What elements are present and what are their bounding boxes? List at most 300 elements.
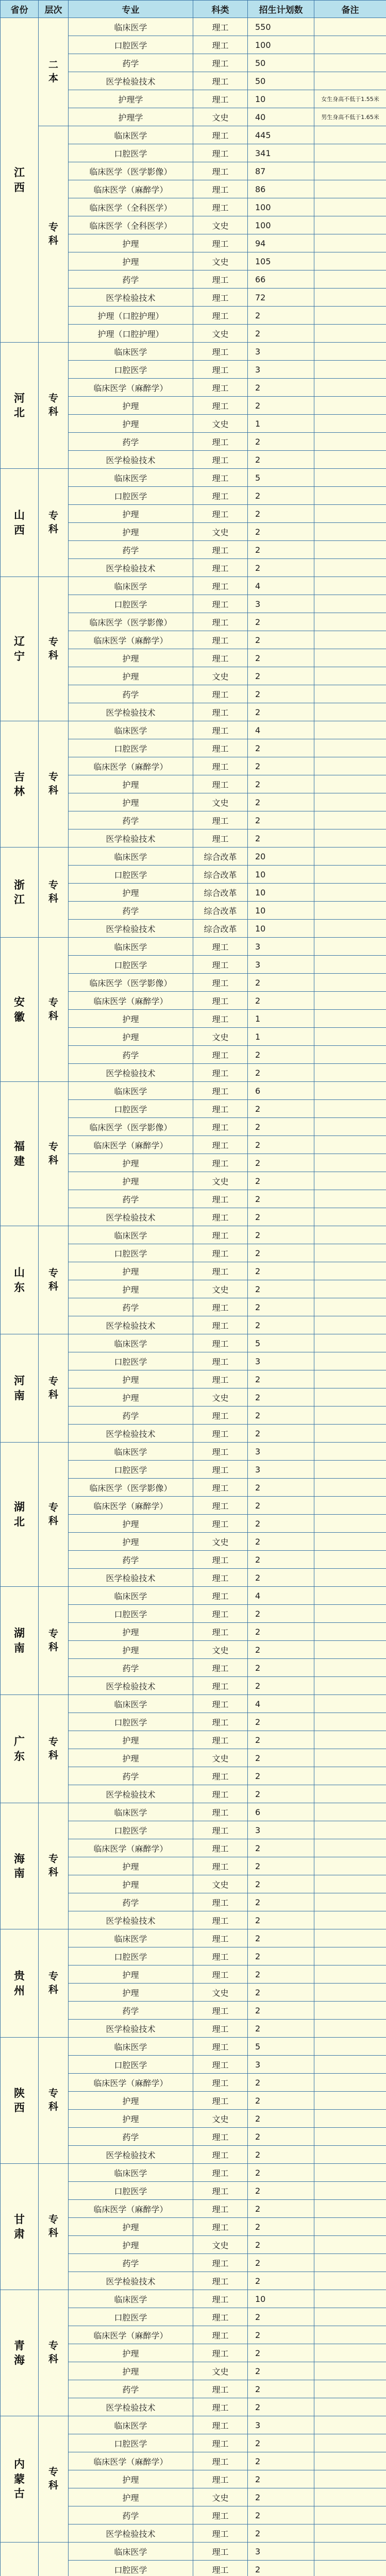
table-row	[1, 577, 386, 595]
major-cell: 口腔医学	[69, 36, 193, 54]
major-cell: 医学检验技术	[69, 2020, 193, 2038]
major-cell: 护理	[69, 2110, 193, 2128]
remark-cell	[314, 1136, 386, 1154]
table-row	[1, 721, 386, 739]
level-label: 专 科	[48, 1375, 58, 1400]
remark-cell	[314, 2200, 386, 2218]
province-label: 辽 宁	[14, 635, 25, 663]
province-cell	[1, 721, 39, 848]
major-cell: 口腔医学	[69, 2434, 193, 2452]
remark-cell	[314, 1605, 386, 1623]
quota-cell: 2	[248, 1172, 314, 1190]
major-cell: 医学检验技术	[69, 451, 193, 469]
quota-cell: 2	[248, 2362, 314, 2380]
category-cell: 理工	[193, 1929, 248, 1947]
major-cell: 护理	[69, 523, 193, 541]
major-cell: 临床医学	[69, 2416, 193, 2434]
province-label: 湖 北	[14, 1501, 25, 1528]
major-cell: 药学	[69, 1659, 193, 1677]
quota-cell: 445	[248, 126, 314, 144]
major-cell: 临床医学（麻醉学）	[69, 2452, 193, 2470]
category-cell: 理工	[193, 1298, 248, 1316]
category-cell: 理工	[193, 1821, 248, 1839]
major-cell: 临床医学	[69, 577, 193, 595]
remark-cell	[314, 1425, 386, 1443]
quota-cell: 2	[248, 2110, 314, 2128]
category-cell: 理工	[193, 577, 248, 595]
remark-cell	[314, 1947, 386, 1965]
category-cell: 理工	[193, 1911, 248, 1929]
major-cell: 药学	[69, 1551, 193, 1569]
remark-cell	[314, 1334, 386, 1352]
quota-cell: 2	[248, 703, 314, 721]
remark-cell	[314, 289, 386, 307]
remark-cell	[314, 2272, 386, 2290]
category-cell: 理工	[193, 1785, 248, 1803]
major-cell: 临床医学（医学影像）	[69, 613, 193, 631]
remark-cell	[314, 2434, 386, 2452]
quota-cell: 100	[248, 198, 314, 216]
category-cell: 理工	[193, 2344, 248, 2362]
major-cell: 临床医学	[69, 2164, 193, 2182]
quota-cell: 2	[248, 2561, 314, 2576]
remark-cell	[314, 829, 386, 848]
category-cell: 理工	[193, 180, 248, 198]
quota-cell: 1	[248, 415, 314, 433]
major-cell: 医学检验技术	[69, 1569, 193, 1587]
province-label: 江 西	[14, 166, 25, 194]
quota-cell: 2	[248, 505, 314, 523]
level-label: 二 本	[48, 59, 58, 84]
major-cell: 护理	[69, 1875, 193, 1893]
remark-cell	[314, 1028, 386, 1046]
quota-cell: 2	[248, 1388, 314, 1406]
category-cell: 理工	[193, 1064, 248, 1082]
category-cell: 理工	[193, 1713, 248, 1731]
major-cell: 护理	[69, 1857, 193, 1875]
category-cell: 理工	[193, 36, 248, 54]
level-label: 专 科	[48, 636, 58, 661]
category-cell: 综合改革	[193, 902, 248, 920]
category-cell: 理工	[193, 721, 248, 739]
category-cell: 理工	[193, 289, 248, 307]
remark-cell	[314, 2164, 386, 2182]
major-cell: 护理（口腔护理）	[69, 325, 193, 343]
remark-cell	[314, 974, 386, 992]
remark-cell	[314, 2506, 386, 2524]
major-cell: 临床医学	[69, 1695, 193, 1713]
category-cell: 理工	[193, 974, 248, 992]
major-cell: 口腔医学	[69, 2182, 193, 2200]
quota-cell: 2	[248, 2254, 314, 2272]
level-cell	[39, 2164, 69, 2290]
remark-cell	[314, 433, 386, 451]
quota-cell: 2	[248, 1749, 314, 1767]
major-cell: 药学	[69, 2128, 193, 2146]
major-cell: 护理	[69, 1028, 193, 1046]
quota-cell: 5	[248, 2038, 314, 2056]
remark-cell	[314, 1857, 386, 1875]
table-row	[1, 1443, 386, 1461]
major-cell: 口腔医学	[69, 2308, 193, 2326]
major-cell: 临床医学	[69, 469, 193, 487]
quota-cell: 2	[248, 2398, 314, 2416]
major-cell: 医学检验技术	[69, 2398, 193, 2416]
quota-cell: 2	[248, 775, 314, 793]
remark-cell	[314, 1767, 386, 1785]
quota-cell: 2	[248, 1479, 314, 1497]
remark-cell	[314, 2056, 386, 2074]
category-cell: 理工	[193, 2506, 248, 2524]
major-cell: 医学检验技术	[69, 829, 193, 848]
remark-cell	[314, 126, 386, 144]
category-cell: 理工	[193, 2524, 248, 2543]
level-label: 专 科	[48, 1267, 58, 1292]
category-cell: 理工	[193, 1947, 248, 1965]
table-row	[1, 2416, 386, 2434]
quota-cell: 4	[248, 1695, 314, 1713]
remark-cell	[314, 54, 386, 72]
quota-cell: 10	[248, 866, 314, 884]
major-cell: 口腔医学	[69, 595, 193, 613]
remark-cell	[314, 1010, 386, 1028]
category-cell: 文史	[193, 1388, 248, 1406]
table-row	[1, 2164, 386, 2182]
category-cell: 理工	[193, 2038, 248, 2056]
category-cell: 理工	[193, 379, 248, 397]
remark-cell	[314, 1406, 386, 1425]
major-cell: 医学检验技术	[69, 920, 193, 938]
quota-cell: 2	[248, 1984, 314, 2002]
major-cell: 口腔医学	[69, 1713, 193, 1731]
province-cell	[1, 848, 39, 938]
category-cell: 理工	[193, 1208, 248, 1226]
quota-cell: 6	[248, 1082, 314, 1100]
category-cell: 理工	[193, 1244, 248, 1262]
category-cell: 理工	[193, 433, 248, 451]
major-cell: 临床医学（麻醉学）	[69, 2326, 193, 2344]
remark-cell	[314, 649, 386, 667]
category-cell: 理工	[193, 2434, 248, 2452]
remark-cell	[314, 920, 386, 938]
quota-cell: 2	[248, 1551, 314, 1569]
quota-cell: 2	[248, 1100, 314, 1118]
quota-cell: 2	[248, 2002, 314, 2020]
category-cell: 理工	[193, 1479, 248, 1497]
quota-cell: 2	[248, 2020, 314, 2038]
remark-cell	[314, 270, 386, 289]
remark-cell	[314, 2146, 386, 2164]
quota-cell: 2	[248, 2236, 314, 2254]
province-cell	[1, 2416, 39, 2543]
category-cell: 文史	[193, 252, 248, 270]
category-cell: 理工	[193, 2218, 248, 2236]
category-cell: 理工	[193, 1803, 248, 1821]
major-cell: 口腔医学	[69, 1605, 193, 1623]
major-cell: 临床医学	[69, 18, 193, 36]
major-cell: 护理	[69, 2488, 193, 2506]
category-cell: 文史	[193, 108, 248, 126]
remark-cell	[314, 2290, 386, 2308]
major-cell: 临床医学（麻醉学）	[69, 2200, 193, 2218]
table-row	[1, 1082, 386, 1100]
category-cell: 文史	[193, 1280, 248, 1298]
category-cell: 理工	[193, 1461, 248, 1479]
remark-cell	[314, 1082, 386, 1100]
quota-cell: 2	[248, 2434, 314, 2452]
quota-cell: 2	[248, 631, 314, 649]
category-cell: 理工	[193, 2164, 248, 2182]
province-label: 甘 肃	[14, 2213, 25, 2240]
header-remark: 备注	[314, 1, 386, 18]
province-cell	[1, 2290, 39, 2416]
quota-cell: 2	[248, 1785, 314, 1803]
category-cell: 理工	[193, 1334, 248, 1352]
major-cell: 医学检验技术	[69, 703, 193, 721]
remark-cell	[314, 1803, 386, 1821]
category-cell: 理工	[193, 2254, 248, 2272]
major-cell: 药学	[69, 541, 193, 559]
quota-cell: 2	[248, 2506, 314, 2524]
remark-cell	[314, 793, 386, 811]
major-cell: 护理	[69, 252, 193, 270]
remark-cell	[314, 1118, 386, 1136]
table-row	[1, 343, 386, 361]
table-row	[1, 2543, 386, 2561]
major-cell: 药学	[69, 2002, 193, 2020]
quota-cell: 2	[248, 2344, 314, 2362]
major-cell: 医学检验技术	[69, 559, 193, 577]
major-cell: 药学	[69, 2380, 193, 2398]
category-cell: 理工	[193, 2452, 248, 2470]
quota-cell: 2	[248, 1406, 314, 1425]
remark-cell	[314, 216, 386, 234]
major-cell: 药学	[69, 902, 193, 920]
table-row	[1, 469, 386, 487]
remark-cell	[314, 2110, 386, 2128]
province-label: 青 海	[14, 2339, 25, 2366]
province-cell	[1, 1443, 39, 1587]
quota-cell: 10	[248, 902, 314, 920]
quota-cell: 2	[248, 1497, 314, 1515]
quota-cell: 2	[248, 811, 314, 829]
remark-cell	[314, 2362, 386, 2380]
province-label: 安 徽	[14, 996, 25, 1023]
category-cell: 理工	[193, 1767, 248, 1785]
category-cell: 理工	[193, 2074, 248, 2092]
major-cell: 口腔医学	[69, 1821, 193, 1839]
quota-cell: 2	[248, 1262, 314, 1280]
quota-cell: 2	[248, 451, 314, 469]
category-cell: 理工	[193, 739, 248, 757]
major-cell: 护理	[69, 2470, 193, 2488]
remark-cell	[314, 2398, 386, 2416]
quota-cell: 2	[248, 487, 314, 505]
category-cell: 理工	[193, 1443, 248, 1461]
category-cell: 理工	[193, 595, 248, 613]
category-cell: 文史	[193, 523, 248, 541]
province-cell	[1, 18, 39, 343]
category-cell: 理工	[193, 2290, 248, 2308]
table-row	[1, 1803, 386, 1821]
category-cell: 理工	[193, 2002, 248, 2020]
province-label: 海 南	[14, 1852, 25, 1879]
quota-cell: 2	[248, 2218, 314, 2236]
category-cell: 综合改革	[193, 848, 248, 866]
province-label: 河 北	[14, 392, 25, 419]
major-cell: 口腔医学	[69, 144, 193, 162]
remark-cell	[314, 361, 386, 379]
quota-cell: 2	[248, 2452, 314, 2470]
category-cell: 理工	[193, 2092, 248, 2110]
province-cell	[1, 1695, 39, 1803]
quota-cell: 2	[248, 2200, 314, 2218]
major-cell: 临床医学	[69, 343, 193, 361]
province-label: 贵 州	[14, 1970, 25, 1997]
quota-cell: 2	[248, 2182, 314, 2200]
major-cell: 药学	[69, 54, 193, 72]
category-cell: 文史	[193, 1875, 248, 1893]
remark-cell: 男生身高不低于1.65米	[314, 108, 386, 126]
category-cell: 理工	[193, 2470, 248, 2488]
province-cell	[1, 2038, 39, 2164]
remark-cell	[314, 1262, 386, 1280]
quota-cell: 2	[248, 1064, 314, 1082]
major-cell: 护理	[69, 397, 193, 415]
remark-cell	[314, 2344, 386, 2362]
table-row	[1, 1695, 386, 1713]
quota-cell: 3	[248, 1821, 314, 1839]
major-cell: 护理	[69, 1641, 193, 1659]
remark-cell	[314, 1569, 386, 1587]
major-cell: 护理	[69, 884, 193, 902]
quota-cell: 2	[248, 2488, 314, 2506]
category-cell: 理工	[193, 343, 248, 361]
category-cell: 理工	[193, 72, 248, 90]
major-cell: 临床医学（麻醉学）	[69, 379, 193, 397]
category-cell: 理工	[193, 126, 248, 144]
major-cell: 医学检验技术	[69, 1208, 193, 1226]
quota-cell: 2	[248, 1425, 314, 1443]
table-row	[1, 18, 386, 36]
category-cell: 文史	[193, 415, 248, 433]
major-cell: 临床医学	[69, 2543, 193, 2561]
category-cell: 理工	[193, 559, 248, 577]
province-label: 河 南	[14, 1375, 25, 1402]
major-cell: 护理	[69, 667, 193, 685]
remark-cell	[314, 1821, 386, 1839]
quota-cell: 2	[248, 1893, 314, 1911]
major-cell: 医学检验技术	[69, 2272, 193, 2290]
category-cell: 文史	[193, 1172, 248, 1190]
province-label: 广 东	[14, 1735, 25, 1762]
quota-cell: 2	[248, 1316, 314, 1334]
major-cell: 临床医学	[69, 126, 193, 144]
major-cell: 护理	[69, 1262, 193, 1280]
quota-cell: 2	[248, 1244, 314, 1262]
quota-cell: 2	[248, 1839, 314, 1857]
remark-cell	[314, 2416, 386, 2434]
quota-cell: 1	[248, 1028, 314, 1046]
major-cell: 护理	[69, 1172, 193, 1190]
major-cell: 临床医学	[69, 938, 193, 956]
major-cell: 临床医学	[69, 2038, 193, 2056]
remark-cell	[314, 667, 386, 685]
category-cell: 文史	[193, 667, 248, 685]
table-row	[1, 848, 386, 866]
remark-cell	[314, 1893, 386, 1911]
category-cell: 理工	[193, 757, 248, 775]
province-cell	[1, 1803, 39, 1929]
remark-cell	[314, 1497, 386, 1515]
remark-cell	[314, 144, 386, 162]
quota-cell: 2	[248, 2470, 314, 2488]
category-cell: 理工	[193, 1587, 248, 1605]
quota-cell: 87	[248, 162, 314, 180]
quota-cell: 10	[248, 2290, 314, 2308]
quota-cell: 2	[248, 1713, 314, 1731]
category-cell: 理工	[193, 1082, 248, 1100]
category-cell: 理工	[193, 2326, 248, 2344]
category-cell: 文史	[193, 1984, 248, 2002]
major-cell: 医学检验技术	[69, 289, 193, 307]
major-cell: 药学	[69, 1298, 193, 1316]
quota-cell: 2	[248, 2146, 314, 2164]
remark-cell	[314, 1046, 386, 1064]
category-cell: 理工	[193, 1046, 248, 1064]
level-cell	[39, 938, 69, 1082]
remark-cell	[314, 1533, 386, 1551]
quota-cell: 2	[248, 793, 314, 811]
quota-cell: 4	[248, 577, 314, 595]
quota-cell: 2	[248, 2128, 314, 2146]
quota-cell: 3	[248, 956, 314, 974]
quota-cell: 2	[248, 1659, 314, 1677]
table-row	[1, 1226, 386, 1244]
quota-cell: 2	[248, 1298, 314, 1316]
remark-cell	[314, 757, 386, 775]
remark-cell	[314, 1352, 386, 1370]
remark-cell	[314, 523, 386, 541]
quota-cell: 2	[248, 829, 314, 848]
level-cell	[39, 721, 69, 848]
quota-cell: 2	[248, 1623, 314, 1641]
category-cell: 理工	[193, 2308, 248, 2326]
quota-cell: 3	[248, 938, 314, 956]
quota-cell: 5	[248, 469, 314, 487]
major-cell: 医学检验技术	[69, 1064, 193, 1082]
province-cell	[1, 343, 39, 469]
remark-cell	[314, 2254, 386, 2272]
major-cell: 护理（口腔护理）	[69, 307, 193, 325]
major-cell: 临床医学	[69, 1587, 193, 1605]
category-cell: 理工	[193, 2380, 248, 2398]
category-cell: 理工	[193, 1839, 248, 1857]
quota-cell: 2	[248, 649, 314, 667]
header-category: 科类	[193, 1, 248, 18]
remark-cell	[314, 198, 386, 216]
remark-cell	[314, 1298, 386, 1316]
category-cell: 理工	[193, 992, 248, 1010]
quota-cell: 2	[248, 2308, 314, 2326]
major-cell: 临床医学	[69, 1803, 193, 1821]
major-cell: 口腔医学	[69, 2561, 193, 2576]
major-cell: 临床医学（医学影像）	[69, 1479, 193, 1497]
remark-cell	[314, 1839, 386, 1857]
category-cell: 文史	[193, 1641, 248, 1659]
remark-cell	[314, 2074, 386, 2092]
major-cell: 口腔医学	[69, 739, 193, 757]
